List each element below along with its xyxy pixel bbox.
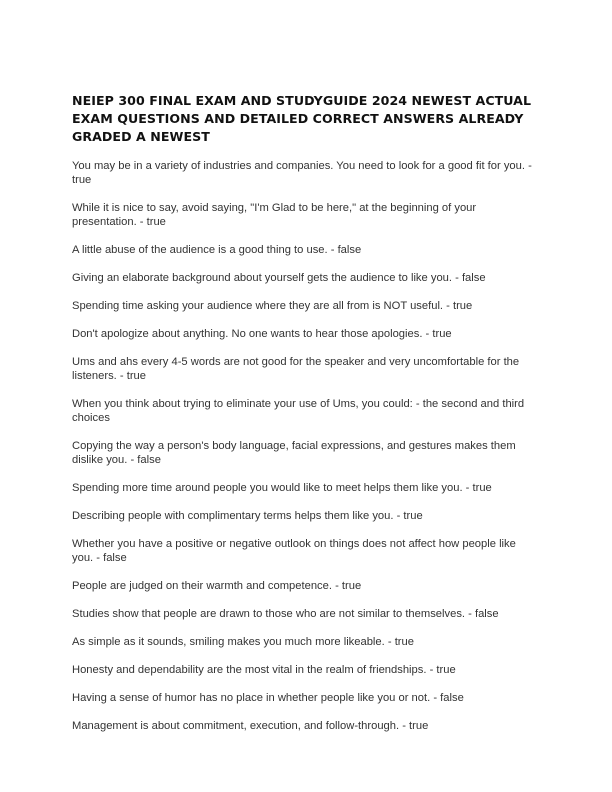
qa-item: Spending more time around people you would like to meet helps them like you. - true bbox=[72, 482, 492, 494]
qa-item: As simple as it sounds, smiling makes you much more likeable. - true bbox=[72, 636, 414, 648]
document-page bbox=[72, 92, 540, 747]
qa-item: People are judged on their warmth and competence. - true bbox=[72, 580, 362, 592]
qa-item: Management is about commitment, execution, and follow-through. - true bbox=[72, 720, 429, 732]
qa-item: Copying the way a person's body language, facial expressions, and gestures makes them dislike you. - false bbox=[72, 440, 516, 466]
qa-item: When you think about trying to eliminate your use of Ums, you could: - the second and third choices bbox=[72, 398, 525, 424]
qa-item: While it is nice to say, avoid saying, "I'm Glad to be here," at the beginning of your presentation. - true bbox=[72, 202, 477, 228]
qa-item: Whether you have a positive or negative outlook on things does not affect how people like you. - false bbox=[72, 538, 516, 564]
qa-item: Describing people with complimentary terms helps them like you. - true bbox=[72, 510, 423, 522]
qa-item: Ums and ahs every 4-5 words are not good for the speaker and very uncomfortable for the listeners. - true bbox=[72, 356, 520, 382]
qa-item: Honesty and dependability are the most vital in the realm of friendships. - true bbox=[72, 664, 456, 676]
qa-item: Giving an elaborate background about yourself gets the audience to like you. - false bbox=[72, 272, 486, 284]
document-title: NEIEP 300 FINAL EXAM AND STUDYGUIDE 2024 NEWEST ACTUAL EXAM QUESTIONS AND DETAILED CORRECT ANSWERS ALREADY GRADED A NEWEST bbox=[72, 93, 532, 144]
qa-list bbox=[72, 159, 540, 733]
qa-item: A little abuse of the audience is a good thing to use. - false bbox=[72, 244, 362, 256]
qa-item: Spending time asking your audience where they are all from is NOT useful. - true bbox=[72, 300, 473, 312]
qa-item: Studies show that people are drawn to those who are not similar to themselves. - false bbox=[72, 608, 499, 620]
qa-item: Having a sense of humor has no place in whether people like you or not. - false bbox=[72, 692, 464, 704]
qa-item: You may be in a variety of industries and companies. You need to look for a good fit for you. - true bbox=[72, 160, 532, 186]
qa-item: Don't apologize about anything. No one wants to hear those apologies. - true bbox=[72, 328, 452, 340]
